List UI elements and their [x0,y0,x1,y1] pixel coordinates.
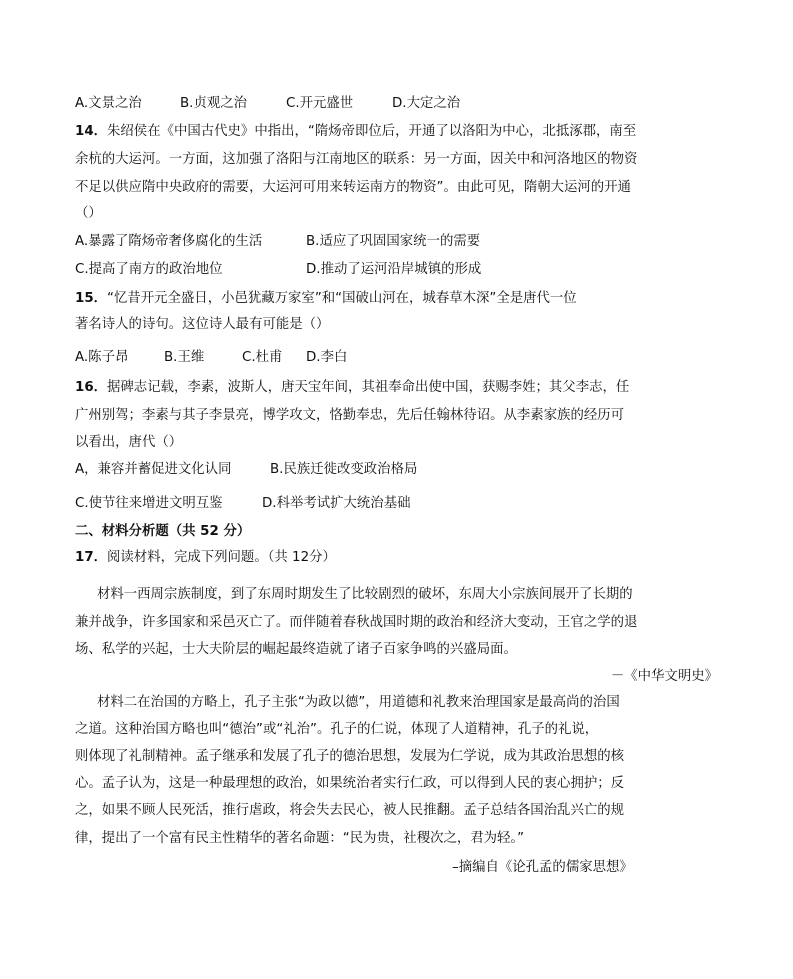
q13-option-b: B.贞观之治 [180,96,248,111]
q17-text: 阅读材料，完成下列问题。（共 12分） [107,550,336,565]
q16-line-1 [75,378,629,398]
section-2-title: 二、材料分析题（共 52 分） [75,524,251,539]
q15-option-a: A.陈子昂 [75,350,129,365]
q14-option-b: B.适应了巩固国家统一的需要 [306,234,481,249]
q16-line-2: 广州别驾；李素与其子李景亮，博学攻文，恪勤奉忠，先后任翰林待诏。从李素家族的经历可 [75,408,625,423]
q16-option-b: B.民族迁徙改变政治格局 [270,462,418,477]
q15-number: 15． [75,291,108,306]
q16-option-c: C.使节往来增进文明互鉴 [75,496,223,511]
q16-line-3: 以看出，唐代（） [75,435,183,450]
q14-text-1: 朱绍侯在《中国古代史》中指出，“隋炀帝即位后，开通了以洛阳为中心，北抵涿郡，南至 [107,124,637,139]
q16-option-d: D.科举考试扩大统治基础 [262,496,411,511]
material-2-line-1: 材料二在治国的方略上，孔子主张“为政以德”，用道德和礼教来治理国家是最高尚的治国 [97,695,620,710]
q16-number: 16． [75,380,108,395]
q15-text-1: “忆昔开元全盛日，小邑犹藏万家室”和“国破山河在，城春草木深”全是唐代一位 [107,291,577,306]
material-1-source: －《中华文明史》 [610,669,718,684]
q15-option-b: B.王维 [164,350,205,365]
q13-option-c: C.开元盛世 [286,96,354,111]
material-1-line-1: 材料一西周宗族制度，到了东周时期发生了比较剧烈的破坏，东周大小宗族间展开了长期的 [97,587,633,602]
q14-option-d: D.推动了运河沿岸城镇的形成 [306,262,482,277]
q15-option-d: D.李白 [306,350,348,365]
q15-line-2: 著名诗人的诗句。这位诗人最有可能是（） [75,317,330,332]
q14-line-3: 不足以供应隋中央政府的需要，大运河可用来转运南方的物资”。由此可见，隋朝大运河的开通 [75,180,631,195]
q14-line-1 [75,122,636,142]
q16-text-1: 据碑志记载，李素，波斯人，唐天宝年间，其祖奉命出使中国，获赐李姓；其父李志，任 [107,380,630,395]
q17-number: 17． [75,550,108,565]
material-2-line-6: 律，提出了一个富有民主性精华的著名命题：“民为贵，社稷次之，君为轻。” [75,831,525,846]
material-2-source: –摘编自《论孔孟的儒家思想》 [452,860,633,875]
q14-line-2: 余杭的大运河。一方面，这加强了洛阳与江南地区的联系：另一方面，因关中和河洛地区的物资 [75,152,638,167]
q14-option-c: C.提高了南方的政治地位 [75,262,223,277]
q14-number: 14． [75,124,108,139]
material-2-line-5: 之，如果不顾人民死活，推行虐政，将会失去民心，被人民推翻。孟子总结各国治乱兴亡的规 [75,803,625,818]
material-2-line-3: 则体现了礼制精神。孟子继承和发展了孔子的德治思想，发展为仁学说，成为其政治思想的核 [75,749,625,764]
q13-option-d: D.大定之治 [392,96,461,111]
material-2-line-2: 之道。这种治国方略也叫“德治”或“礼治”。孔子的仁说，体现了人道精神，孔子的礼说， [75,722,599,737]
q17-line [75,548,336,568]
q15-option-c: C.杜甫 [242,350,283,365]
q13-option-a: A.文景之治 [75,96,142,111]
material-1-line-3: 场、私学的兴起，士大夫阶层的崛起最终造就了诸子百家争鸣的兴盛局面。 [75,642,517,657]
q14-option-a: A.暴露了隋炀帝奢侈腐化的生活 [75,234,263,249]
material-1-line-2: 兼并战争，许多国家和采邑灭亡了。而伴随着春秋战国时期的政治和经济大变动，王官之学的退 [75,615,638,630]
q16-option-a: A，兼容并蓄促进文化认同 [75,462,232,477]
material-2-line-4: 心。孟子认为，这是一种最理想的政治，如果统治者实行仁政，可以得到人民的衷心拥护；反 [75,776,625,791]
q15-line-1 [75,289,577,309]
q14-line-4: （） [75,206,102,221]
